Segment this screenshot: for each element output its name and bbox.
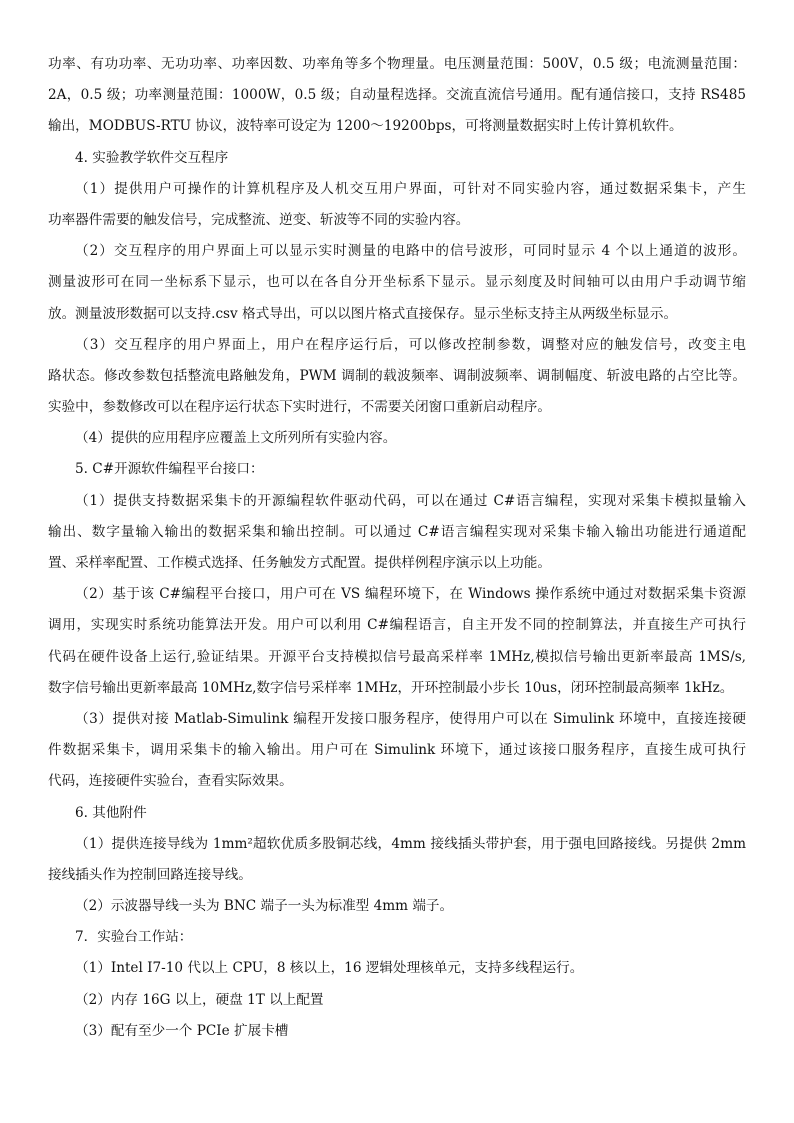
paragraph-line: （2）基于该 C#编程平台接口，用户可在 VS 编程环境下，在 Windows 操作系统中通过对数据采集卡资源: [75, 586, 746, 603]
paragraph-line: 调用，实现实时系统功能算法开发。用户可以利用 C#编程语言，自主开发不同的控制算法，并直接生产可执行: [48, 617, 746, 634]
paragraph-line: （2）示波器导线一头为 BNC 端子一头为标准型 4mm 端子。: [75, 898, 454, 915]
paragraph-line: 件数据采集卡，调用采集卡的输入输出。用户可在 Simulink 环境下，通过该接口服务程序，直接生成可执行: [48, 742, 746, 759]
paragraph-line: 功率、有功功率、无功功率、功率因数、功率角等多个物理量。电压测量范围：500V，0.5 级；电流测量范围：: [48, 56, 746, 72]
paragraph-line: （3）配有至少一个 PCIe 扩展卡槽: [75, 1022, 289, 1039]
paragraph-line: 路状态。修改参数包括整流电路触发角，PWM 调制的载波频率、调制波频率、调制幅度、斩波电路的占空比等。: [48, 367, 746, 384]
section-heading: 4. 实验教学软件交互程序: [75, 149, 229, 166]
paragraph-line: （1）Intel I7-10 代以上 CPU，8 核以上，16 逻辑处理核单元，支持多线程运行。: [75, 960, 584, 977]
paragraph-line: （3）提供对接 Matlab-Simulink 编程开发接口服务程序，使得用户可以在 Simulink 环境中，直接连接硬: [75, 710, 746, 727]
paragraph-line: 输出，MODBUS-RTU 协议，波特率可设定为 1200～19200bps，可将测量数据实时上传计算机软件。: [48, 118, 683, 135]
paragraph-line: （4）提供的应用程序应覆盖上文所列所有实验内容。: [75, 430, 397, 447]
paragraph-line: 实验中，参数修改可以在程序运行状态下实时进行，不需要关闭窗口重新启动程序。: [48, 399, 551, 416]
paragraph-line: 功率器件需要的触发信号，完成整流、逆变、斩波等不同的实验内容。: [48, 211, 470, 228]
paragraph-line: （1）提供用户可操作的计算机程序及人机交互用户界面，可针对不同实验内容，通过数据采集卡，产生: [75, 180, 746, 197]
paragraph-line: 放。测量波形数据可以支持.csv 格式导出，可以以图片格式直接保存。显示坐标支持主从两级坐标显示。: [48, 305, 678, 322]
paragraph-line: 接线插头作为控制回路连接导线。: [48, 866, 252, 883]
paragraph-line: （1）提供连接导线为 1mm²超软优质多股铜芯线，4mm 接线插头带护套，用于强电回路接线。另提供 2mm: [75, 835, 746, 852]
paragraph-line: 输出、数字量输入输出的数据采集和输出控制。可以通过 C#语言编程实现对采集卡输入输出功能进行通道配: [48, 523, 746, 540]
paragraph-line: （2）交互程序的用户界面上可以显示实时测量的电路中的信号波形，可同时显示 4 个以上通道的波形。: [75, 243, 746, 260]
paragraph-line: （1）提供支持数据采集卡的开源编程软件驱动代码，可以在通过 C#语言编程，实现对采集卡模拟量输入: [75, 492, 746, 509]
paragraph-line: 代码在硬件设备上运行,验证结果。开源平台支持模拟信号最高采样率 1MHz,模拟信号输出更新率最高 1MS/s,: [48, 648, 746, 665]
paragraph-line: 置、采样率配置、工作模式选择、任务触发方式配置。提供样例程序演示以上功能。: [48, 555, 551, 571]
document-body: [48, 49, 746, 1047]
paragraph-line: （3）交互程序的用户界面上，用户在程序运行后，可以修改控制参数，调整对应的触发信号，改变主电: [75, 336, 746, 353]
paragraph-line: 代码，连接硬件实验台，查看实际效果。: [48, 773, 293, 790]
paragraph-line: （2）内存 16G 以上，硬盘 1T 以上配置: [75, 991, 324, 1008]
paragraph-line: 数字信号输出更新率最高 10MHz,数字信号采样率 1MHz，开环控制最小步长 10us，闭环控制最高频率 1kHz。: [48, 679, 734, 696]
section-heading: 6. 其他附件: [75, 804, 147, 821]
section-heading: 7．实验台工作站：: [75, 929, 193, 946]
paragraph-line: 2A，0.5 级；功率测量范围：1000W，0.5 级；自动量程选择。交流直流信号通用。配有通信接口，支持 RS485: [48, 87, 746, 104]
paragraph-line: 测量波形可在同一坐标系下显示，也可以在各自分开坐标系下显示。显示刻度及时间轴可以由用户手动调节缩: [48, 274, 746, 291]
section-heading: 5. C#开源软件编程平台接口：: [75, 461, 264, 478]
